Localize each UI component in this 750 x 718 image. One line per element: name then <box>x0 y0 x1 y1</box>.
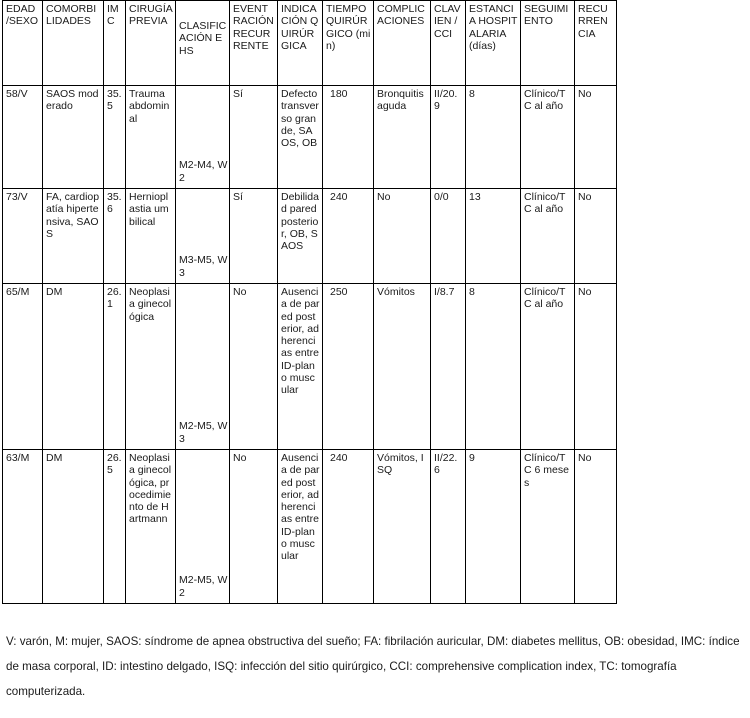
cell-clavien-cci: 0/0 <box>431 189 466 284</box>
header-recurrencia: RECURRENCIA <box>575 1 617 86</box>
cell-imc: 26.1 <box>104 284 126 450</box>
cell-imc: 35.6 <box>104 189 126 284</box>
header-row <box>3 1 617 86</box>
cell-tiempo-quirurgico: 240 <box>323 450 374 604</box>
header-complicaciones: COMPLICACIONES <box>374 1 431 86</box>
cell-clasificacion-ehs: M2-M5, W3 <box>176 284 230 450</box>
cell-clavien-cci: II/20.9 <box>431 86 466 189</box>
cell-estancia-hospitalaria: 8 <box>466 86 521 189</box>
header-cirugia-previa: CIRUGÍA PREVIA <box>126 1 176 86</box>
cell-cirugia-previa: Hernioplastia umbilical <box>126 189 176 284</box>
cell-edad-sexo: 58/V <box>3 86 43 189</box>
cell-comorbilidades: DM <box>43 450 104 604</box>
cell-indicacion-quirurgica: Defecto transverso grande, SAOS, OB <box>278 86 323 189</box>
cell-seguimiento: Clínico/TC al año <box>521 189 575 284</box>
cell-recurrencia: No <box>575 189 617 284</box>
header-edad-sexo: EDAD /SEXO <box>3 1 43 86</box>
header-clavien-cci: CLAVIEN /CCI <box>431 1 466 86</box>
cell-tiempo-quirurgico: 250 <box>323 284 374 450</box>
cell-complicaciones: No <box>374 189 431 284</box>
cell-seguimiento: Clínico/TC 6 meses <box>521 450 575 604</box>
cell-cirugia-previa: Neoplasia ginecológica, procedimiento de Hartmann <box>126 450 176 604</box>
cell-complicaciones: Bronquitis aguda <box>374 86 431 189</box>
table-row <box>3 189 617 284</box>
cell-recurrencia: No <box>575 284 617 450</box>
cell-estancia-hospitalaria: 8 <box>466 284 521 450</box>
cell-indicacion-quirurgica: Ausencia de pared posterior, adherencias entre ID-plano muscular <box>278 284 323 450</box>
cell-clasificacion-ehs: M2-M4, W2 <box>176 86 230 189</box>
header-indicacion-quirurgica: INDICACIÓN QUIRÚRGICA <box>278 1 323 86</box>
header-estancia-hospitalaria: ESTANCIA HOSPITALARIA (días) <box>466 1 521 86</box>
cell-eventracion-recurrente: No <box>230 450 278 604</box>
cell-eventracion-recurrente: Sí <box>230 189 278 284</box>
cell-comorbilidades: DM <box>43 284 104 450</box>
table-footnote: V: varón, M: mujer, SAOS: síndrome de apnea obstructiva del sueño; FA: fibrilación auricular, DM: diabetes mellitus, OB: obesidad, IMC: índice de masa corporal, ID: intestino delgado, ISQ: infección del sitio quirúrgico, CCI: comprehensive complication index, TC: tomografía computerizada. <box>6 635 740 698</box>
cell-cirugia-previa: Trauma abdominal <box>126 86 176 189</box>
cell-clasificacion-ehs: M3-M5, W3 <box>176 189 230 284</box>
cell-edad-sexo: 65/M <box>3 284 43 450</box>
table-row <box>3 284 617 450</box>
cell-comorbilidades: SAOS moderado <box>43 86 104 189</box>
cell-complicaciones: Vómitos <box>374 284 431 450</box>
patients-table <box>2 0 617 604</box>
cell-edad-sexo: 73/V <box>3 189 43 284</box>
cell-imc: 26.5 <box>104 450 126 604</box>
cell-recurrencia: No <box>575 450 617 604</box>
cell-indicacion-quirurgica: Ausencia de pared posterior, adherencias entre ID-plano muscular <box>278 450 323 604</box>
cell-clavien-cci: II/22.6 <box>431 450 466 604</box>
header-seguimiento: SEGUIMIENTO <box>521 1 575 86</box>
cell-cirugia-previa: Neoplasia ginecológica <box>126 284 176 450</box>
cell-tiempo-quirurgico: 180 <box>323 86 374 189</box>
cell-indicacion-quirurgica: Debilidad pared posterior, OB, SAOS <box>278 189 323 284</box>
header-eventracion-recurrente: EVENTRACIÓN RECURRENTE <box>230 1 278 86</box>
header-imc: IMC <box>104 1 126 86</box>
cell-clasificacion-ehs: M2-M5, W2 <box>176 450 230 604</box>
cell-recurrencia: No <box>575 86 617 189</box>
cell-tiempo-quirurgico: 240 <box>323 189 374 284</box>
cell-seguimiento: Clínico/TC al año <box>521 284 575 450</box>
cell-edad-sexo: 63/M <box>3 450 43 604</box>
cell-seguimiento: Clínico/TC al año <box>521 86 575 189</box>
cell-eventracion-recurrente: No <box>230 284 278 450</box>
cell-eventracion-recurrente: Sí <box>230 86 278 189</box>
cell-estancia-hospitalaria: 9 <box>466 450 521 604</box>
header-comorbilidades: COMORBILIDADES <box>43 1 104 86</box>
header-clasificacion-ehs: CLASIFICACIÓN EHS <box>176 1 230 86</box>
table-row <box>3 450 617 604</box>
cell-comorbilidades: FA, cardiopatía hipertensiva, SAOS <box>43 189 104 284</box>
cell-complicaciones: Vómitos, ISQ <box>374 450 431 604</box>
cell-clavien-cci: I/8.7 <box>431 284 466 450</box>
table-row <box>3 86 617 189</box>
cell-estancia-hospitalaria: 13 <box>466 189 521 284</box>
header-tiempo-quirurgico: TIEMPO QUIRÚRGICO (min) <box>323 1 374 86</box>
cell-imc: 35.5 <box>104 86 126 189</box>
